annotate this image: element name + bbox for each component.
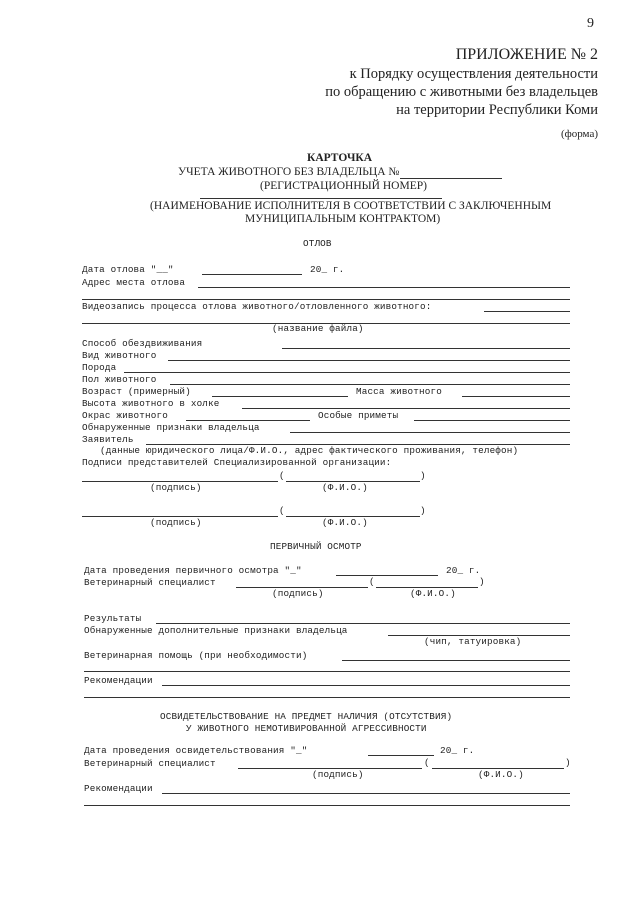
exam-year-label: 20_ г. [446,565,481,576]
reg-number-caption: (РЕГИСТРАЦИОННЫЙ НОМЕР) [260,180,427,192]
exam-vet-close-paren: ) [479,576,485,587]
breed-field[interactable] [124,372,570,373]
vet-help-label: Ветеринарная помощь (при необходимости) [84,650,308,661]
aggression-fio-caption: (Ф.И.О.) [478,769,524,780]
aggression-vet-label: Ветеринарный специалист [84,758,216,769]
signature-2-close-paren: ) [420,505,426,516]
aggression-date-label: Дата проведения освидетельствования "_" [84,745,308,756]
owner-signs-field[interactable] [290,432,570,433]
signature-2-caption: (подпись) [150,517,202,528]
chip-caption: (чип, татуировка) [424,636,522,647]
exam-vet-open-paren: ( [369,576,375,587]
executor-caption-1: (НАИМЕНОВАНИЕ ИСПОЛНИТЕЛЯ В СООТВЕТСТВИИ С ЗАКЛЮЧЕННЫМ [150,200,552,212]
signature-1-caption: (подпись) [150,482,202,493]
appendix-line-1: к Порядку осуществления деятельности [349,66,598,82]
file-caption: (название файла) [272,323,364,334]
breed-label: Порода [82,362,117,373]
capture-place-label: Адрес места отлова [82,277,186,288]
applicant-caption: (данные юридического лица/Ф.И.О., адрес фактического проживания, телефон) [100,445,519,456]
capture-year-label: 20_ г. [310,264,345,275]
exam-fio-caption: (Ф.И.О.) [410,588,456,599]
exam-vet-label: Ветеринарный специалист [84,577,216,588]
height-field[interactable] [242,408,570,409]
card-title: КАРТОЧКА [307,152,373,164]
vet-help-field[interactable] [342,660,570,661]
signatures-label: Подписи представителей Специализированной организации: [82,457,392,468]
aggression-date-field[interactable] [368,755,434,756]
aggression-heading-2: У ЖИВОТНОГО НЕМОТИВИРОВАННОЙ АГРЕССИВНОСТИ [186,723,427,734]
exam-date-field[interactable] [336,575,438,576]
video-field[interactable] [484,311,570,312]
exam-recommend-field-2[interactable] [84,697,570,698]
capture-place-field-2[interactable] [82,299,570,300]
appendix-title: ПРИЛОЖЕНИЕ № 2 [455,46,598,63]
results-field[interactable] [156,623,570,624]
appendix-line-3: на территории Республики Коми [396,102,598,118]
exam-heading: ПЕРВИЧНЫЙ ОСМОТР [270,541,362,552]
aggression-vet-close-paren: ) [565,757,571,768]
results-label: Результаты [84,613,142,624]
color-field[interactable] [186,420,310,421]
capture-date-field[interactable] [202,274,302,275]
video-label: Видеозапись процесса отлова животного/отловленного животного: [82,301,432,312]
form-label: (форма) [560,128,598,140]
applicant-label: Заявитель [82,434,134,445]
aggression-recommend-label: Рекомендации [84,783,153,794]
aggression-recommend-field[interactable] [162,793,570,794]
capture-date-label: Дата отлова "__" [82,264,174,275]
signature-2-open-paren: ( [279,505,285,516]
sex-label: Пол животного [82,374,157,385]
mass-field[interactable] [462,396,570,397]
vet-help-field-2[interactable] [84,671,570,672]
page-number: 9 [587,16,594,31]
signature-1-close-paren: ) [420,470,426,481]
immobilization-field[interactable] [282,348,570,349]
species-field[interactable] [168,360,570,361]
immobilization-label: Способ обездвиживания [82,338,203,349]
card-subtitle: УЧЕТА ЖИВОТНОГО БЕЗ ВЛАДЕЛЬЦА № [178,166,400,178]
marks-label: Особые приметы [318,410,399,421]
capture-place-field[interactable] [198,287,570,288]
color-label: Окрас животного [82,410,168,421]
exam-recommend-label: Рекомендации [84,675,153,686]
exam-sign-caption: (подпись) [272,588,324,599]
exam-owner-signs-label: Обнаруженные дополнительные признаки владельца [84,625,348,636]
fio-2-caption: (Ф.И.О.) [322,517,368,528]
aggression-recommend-field-2[interactable] [84,805,570,806]
aggression-vet-open-paren: ( [424,757,430,768]
appendix-line-2: по обращению с животными без владельцев [325,84,598,100]
marks-field[interactable] [414,420,570,421]
species-label: Вид животного [82,350,157,361]
reg-number-line[interactable] [400,178,502,179]
age-label: Возраст (примерный) [82,386,191,397]
aggression-heading-1: ОСВИДЕТЕЛЬСТВОВАНИЕ НА ПРЕДМЕТ НАЛИЧИЯ (ОТСУТСТВИЯ) [160,711,453,722]
exam-date-label: Дата проведения первичного осмотра "_" [84,565,302,576]
height-label: Высота животного в холке [82,398,220,409]
aggression-sign-caption: (подпись) [312,769,364,780]
capture-heading: ОТЛОВ [303,238,332,249]
fio-1-caption: (Ф.И.О.) [322,482,368,493]
age-field[interactable] [212,396,348,397]
executor-caption-2: МУНИЦИПАЛЬНЫМ КОНТРАКТОМ) [245,213,441,225]
mass-label: Масса животного [356,386,442,397]
exam-recommend-field[interactable] [162,685,570,686]
sex-field[interactable] [170,384,570,385]
signature-1-open-paren: ( [279,470,285,481]
executor-line[interactable] [200,198,442,199]
aggression-year-label: 20_ г. [440,745,475,756]
owner-signs-label: Обнаруженные признаки владельца [82,422,260,433]
